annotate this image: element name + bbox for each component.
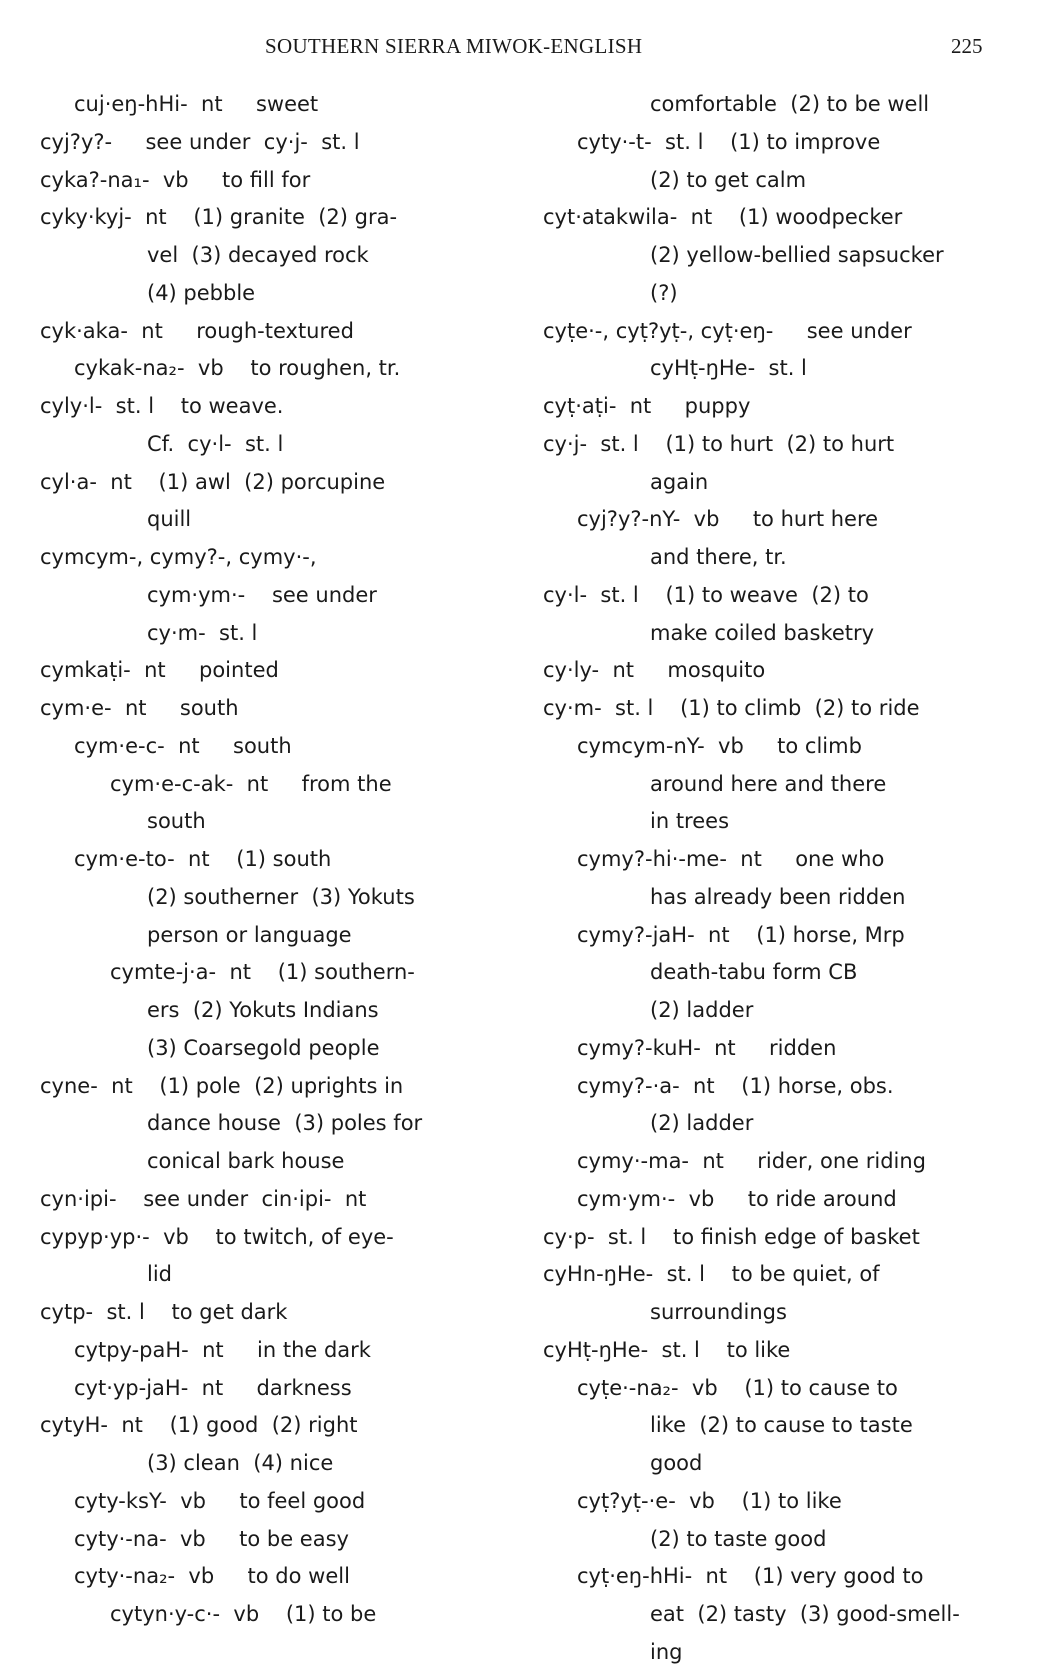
dictionary-line: cyHṭ-ŋHe- st. l to like xyxy=(543,1337,791,1362)
dictionary-line: cymy?-hi·-me- nt one who xyxy=(577,847,885,871)
dictionary-line: cyHn-ŋHe- st. l to be quiet, of xyxy=(543,1262,880,1287)
dictionary-line: cyk·aka- nt rough-textured xyxy=(40,318,354,343)
dictionary-line: cytyH- nt (1) good (2) right xyxy=(40,1413,358,1438)
dictionary-line: cy·p- st. l to finish edge of basket xyxy=(543,1224,920,1249)
dictionary-line: cymy?-jaH- nt (1) horse, Mrp xyxy=(577,922,905,947)
dictionary-line: cyṭ·eŋ-hHi- nt (1) very good to xyxy=(577,1564,924,1589)
dictionary-line: cyly·l- st. l to weave. xyxy=(40,394,284,418)
dictionary-line: cyj?y?-nY- vb to hurt here xyxy=(577,507,879,532)
dictionary-line: cym·ym·- see under xyxy=(147,582,377,607)
dictionary-line: cymy·-ma- nt rider, one riding xyxy=(577,1149,927,1173)
dictionary-line: (3) clean (4) nice xyxy=(147,1451,334,1475)
dictionary-line: cymy?-·a- nt (1) horse, obs. xyxy=(577,1073,894,1098)
page-header xyxy=(0,34,1044,64)
dictionary-line: (2) ladder xyxy=(650,1111,754,1136)
dictionary-line: and there, tr. xyxy=(650,545,787,569)
dictionary-line: cym·ym·- vb to ride around xyxy=(577,1186,897,1211)
dictionary-line: cym·e- nt south xyxy=(40,696,239,720)
dictionary-line: cyl·a- nt (1) awl (2) porcupine xyxy=(40,469,386,494)
dictionary-line: cyty·-t- st. l (1) to improve xyxy=(577,129,881,154)
dictionary-line: comfortable (2) to be well xyxy=(650,92,930,116)
dictionary-line: cym·e-c- nt south xyxy=(74,733,292,758)
dictionary-line: cyn·ipi- see under cin·ipi- nt xyxy=(40,1186,367,1211)
dictionary-line: cytpy-paH- nt in the dark xyxy=(74,1337,371,1362)
dictionary-line: cyt·atakwila- nt (1) woodpecker xyxy=(543,205,903,230)
dictionary-line: cy·m- st. l (1) to climb (2) to ride xyxy=(543,696,920,720)
dictionary-line: around here and there xyxy=(650,771,887,796)
dictionary-line: death-tabu form CB xyxy=(650,960,858,985)
dictionary-line: cykak-na₂- vb to roughen, tr. xyxy=(74,356,401,381)
dictionary-line: surroundings xyxy=(650,1300,787,1324)
dictionary-line: lid xyxy=(147,1262,172,1287)
dictionary-line: cyty·-na₂- vb to do well xyxy=(74,1564,350,1589)
dictionary-line: like (2) to cause to taste xyxy=(650,1413,913,1438)
dictionary-line: ers (2) Yokuts Indians xyxy=(147,998,379,1022)
dictionary-line: (2) yellow-bellied sapsucker xyxy=(650,243,944,267)
dictionary-line: (?) xyxy=(650,280,678,305)
page-title: SOUTHERN SIERRA MIWOK-ENGLISH xyxy=(265,34,643,58)
dictionary-line: south xyxy=(147,809,206,834)
dictionary-line: Cf. cy·l- st. l xyxy=(147,431,284,456)
dictionary-line: cy·m- st. l xyxy=(147,620,258,645)
dictionary-line: cyṭ?yṭ-·e- vb (1) to like xyxy=(577,1488,842,1513)
dictionary-line: cyky·kyj- nt (1) granite (2) gra- xyxy=(40,205,398,230)
dictionary-line: cyHṭ-ŋHe- st. l xyxy=(650,356,807,381)
dictionary-line: cytp- st. l to get dark xyxy=(40,1300,288,1324)
dictionary-line: (2) to taste good xyxy=(650,1526,827,1551)
dictionary-line: cyṭe·-, cyṭ?yṭ-, cyṭ·eŋ- see under xyxy=(543,318,912,343)
dictionary-line: good xyxy=(650,1451,703,1475)
dictionary-line: cy·ly- nt mosquito xyxy=(543,658,766,683)
dictionary-line: dance house (3) poles for xyxy=(147,1111,423,1136)
dictionary-line: cymkaṭi- nt pointed xyxy=(40,658,279,683)
dictionary-line: eat (2) tasty (3) good-smell- xyxy=(650,1602,960,1626)
dictionary-line: conical bark house xyxy=(147,1149,345,1173)
dictionary-line: vel (3) decayed rock xyxy=(147,243,369,267)
dictionary-line: quill xyxy=(147,507,192,532)
dictionary-line: cymy?-kuH- nt ridden xyxy=(577,1035,837,1060)
dictionary-line: cymte-j·a- nt (1) southern- xyxy=(110,960,415,985)
page-number: 225 xyxy=(951,34,983,58)
dictionary-line: in trees xyxy=(650,809,730,834)
dictionary-line: cyṭ·aṭi- nt puppy xyxy=(543,394,751,418)
dictionary-line: cypyp·yp·- vb to twitch, of eye- xyxy=(40,1224,394,1249)
left-column xyxy=(40,86,520,1634)
dictionary-line: cymcym-nY- vb to climb xyxy=(577,733,862,758)
dictionary-line: cym·e-to- nt (1) south xyxy=(74,847,332,871)
dictionary-line: (2) southerner (3) Yokuts xyxy=(147,884,415,909)
dictionary-line: cym·e-c-ak- nt from the xyxy=(110,771,392,796)
dictionary-line: (4) pebble xyxy=(147,280,256,305)
dictionary-line: cyty-ksY- vb to feel good xyxy=(74,1488,366,1513)
dictionary-line: cyka?-na₁- vb to fill for xyxy=(40,167,311,192)
dictionary-line: again xyxy=(650,469,709,494)
dictionary-line: cy·l- st. l (1) to weave (2) to xyxy=(543,582,869,607)
dictionary-line: has already been ridden xyxy=(650,884,906,909)
dictionary-line: cytyn·y-c·- vb (1) to be xyxy=(110,1602,377,1626)
dictionary-line: (3) Coarsegold people xyxy=(147,1035,380,1060)
dictionary-line: cyj?y?- see under cy·j- st. l xyxy=(40,129,360,154)
dictionary-line: cuj·eŋ-hHi- nt sweet xyxy=(74,92,319,116)
right-column xyxy=(543,86,1038,1672)
dictionary-line: ing xyxy=(650,1639,683,1664)
dictionary-line: cyṭe·-na₂- vb (1) to cause to xyxy=(577,1375,898,1400)
dictionary-line: cyty·-na- vb to be easy xyxy=(74,1526,349,1551)
dictionary-line: (2) ladder xyxy=(650,998,754,1022)
dictionary-line: cyne- nt (1) pole (2) uprights in xyxy=(40,1073,404,1098)
dictionary-line: make coiled basketry xyxy=(650,620,875,645)
dictionary-line: person or language xyxy=(147,922,352,947)
dictionary-line: (2) to get calm xyxy=(650,167,807,192)
dictionary-line: cy·j- st. l (1) to hurt (2) to hurt xyxy=(543,431,895,456)
dictionary-line: cymcym-, cymy?-, cymy·-, xyxy=(40,545,317,569)
dictionary-line: cyt·yp-jaH- nt darkness xyxy=(74,1375,352,1400)
